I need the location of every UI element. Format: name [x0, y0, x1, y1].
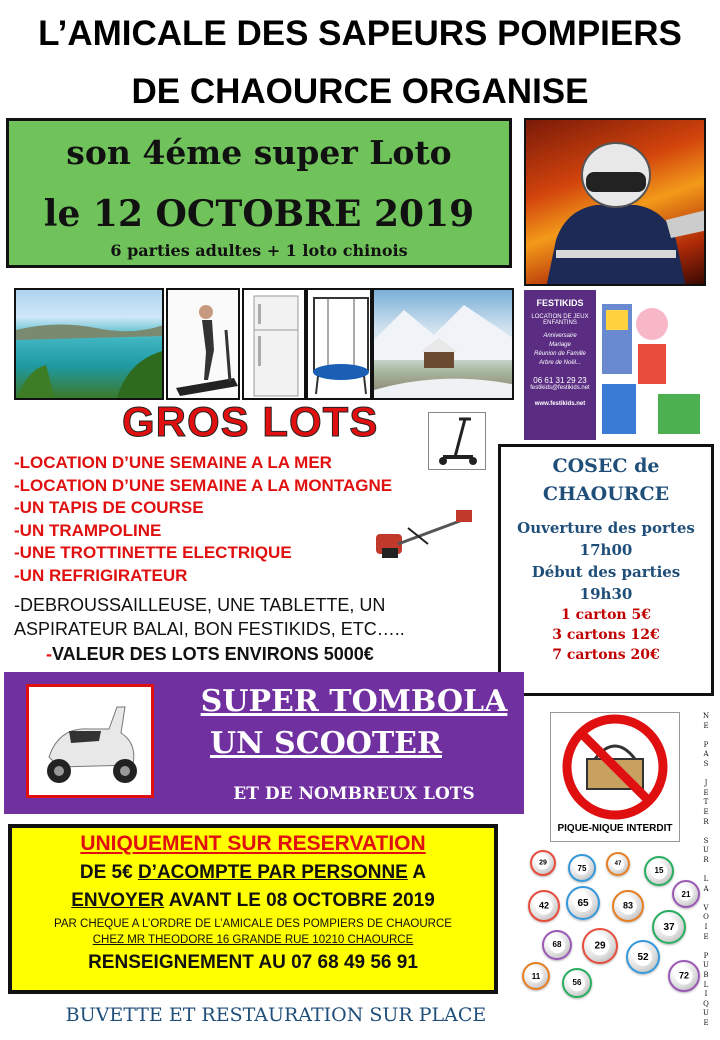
doors-label: Ouverture des portes — [517, 519, 695, 537]
lot-item: -UN REFRIGIRATEUR — [14, 565, 188, 585]
festikids-service: Arbre de Noël... — [538, 360, 582, 366]
lotto-ball-number: 15 — [651, 863, 667, 879]
lotto-ball-number: 37 — [660, 918, 678, 936]
vertical-letter: O — [703, 913, 709, 922]
reservation-box — [8, 824, 498, 994]
lot-item: -UN TAPIS DE COURSE — [14, 498, 204, 517]
vertical-letter: P — [703, 951, 709, 960]
lots-value: VALEUR DES LOTS ENVIRONS 5000€ — [52, 644, 374, 664]
vertical-letter: L — [703, 980, 709, 989]
tombola-line-3: ET DE NOMBREUX LOTS — [233, 784, 475, 804]
lotto-ball-number: 29 — [590, 936, 609, 955]
lotto-ball — [668, 960, 700, 992]
lotto-ball-number: 29 — [536, 856, 549, 869]
vertical-letter: B — [703, 971, 709, 980]
scooter-electric-image — [428, 412, 486, 470]
footer: BUVETTE ET RESTAURATION SUR PLACE — [65, 1004, 487, 1026]
header-line-1: L’AMICALE DES SAPEURS POMPIERS — [38, 14, 682, 53]
vertical-letter: E — [703, 788, 709, 797]
lotto-ball-number: 47 — [612, 858, 624, 870]
vertical-letter: E — [703, 807, 709, 816]
festikids-service: Réunion de Famille — [534, 351, 586, 357]
vertical-letter: I — [704, 923, 708, 932]
address: CHEZ MR THEODORE 16 GRANDE RUE 10210 CHAOURCE — [92, 934, 414, 946]
send-label: ENVOYER — [71, 890, 165, 911]
deposit-label: D’ACOMPTE PAR PERSONNE — [137, 862, 408, 883]
vertical-letter: R — [703, 855, 709, 864]
vertical-letter: I — [704, 990, 708, 999]
tombola-line-1: SUPER TOMBOLA — [200, 684, 508, 719]
cheque-info: PAR CHEQUE A L’ORDRE DE L’AMICALE DES POMPIERS DE CHAOURCE — [54, 918, 452, 930]
arcade-machines-image — [598, 294, 704, 438]
festikids-sub: LOCATION DE JEUX ENFANTINS — [531, 314, 589, 326]
lotto-balls-image — [522, 850, 698, 1000]
vertical-letter: A — [703, 884, 709, 893]
lotto-ball-number: 11 — [529, 969, 543, 983]
lotto-ball-number: 83 — [620, 898, 637, 915]
start-time: 19h30 — [579, 585, 633, 603]
lotto-ball — [672, 880, 700, 908]
vertical-letter: A — [703, 750, 709, 759]
event-line-1: son 4éme super Loto — [66, 133, 452, 172]
festikids-phone: 06 61 31 29 23 — [533, 376, 587, 385]
fridge-photo — [242, 288, 306, 400]
lotto-ball-number: 68 — [549, 937, 565, 953]
send-deadline: AVANT LE 08 OCTOBRE 2019 — [164, 890, 435, 911]
vertical-letter: E — [703, 721, 709, 730]
gros-lots-title: GROS LOTS — [122, 398, 379, 445]
lot-item: -LOCATION D’UNE SEMAINE A LA MONTAGNE — [14, 475, 393, 495]
trampoline-photo — [306, 288, 372, 400]
vertical-letter: Q — [703, 999, 709, 1008]
lotto-ball — [644, 856, 674, 886]
lotto-ball-number: 75 — [575, 861, 589, 875]
vertical-letter: U — [703, 1009, 709, 1018]
lots-extra-1: -DEBROUSSAILLEUSE, UNE TABLETTE, UN — [14, 595, 386, 615]
event-parties: 6 parties adultes + 1 loto chinois — [110, 241, 408, 260]
lotto-ball — [566, 886, 600, 920]
cosec-title-2: CHAOURCE — [542, 483, 670, 505]
vertical-letter: R — [703, 817, 709, 826]
deposit-amount: DE 5€ — [79, 862, 138, 883]
picnic-sign — [550, 712, 680, 842]
vertical-letter: U — [703, 846, 709, 855]
vertical-letter: L — [703, 875, 709, 884]
lotto-ball — [606, 852, 630, 876]
vertical-letter: P — [703, 740, 709, 749]
lotto-ball — [568, 854, 596, 882]
tombola-box — [4, 672, 524, 814]
vertical-letter — [696, 866, 716, 876]
lotto-ball-number: 72 — [676, 968, 693, 985]
lotto-ball — [626, 940, 660, 974]
festikids-site: www.festikids.net — [534, 401, 586, 407]
picnic-label: PIQUE-NIQUE INTERDIT — [557, 823, 673, 834]
reservation-title: UNIQUEMENT SUR RESERVATION — [80, 832, 426, 855]
vertical-letter: N — [702, 712, 710, 720]
lotto-ball-number: 56 — [569, 975, 585, 991]
vertical-letter: E — [703, 1019, 709, 1027]
vertical-letter: E — [703, 932, 709, 941]
lot-item: -UNE TROTTINETTE ELECTRIQUE — [14, 543, 292, 562]
festikids-email: festikids@festikids.net — [530, 385, 590, 391]
price-1: 1 carton 5€ — [561, 607, 651, 623]
vertical-letter: S — [703, 759, 709, 768]
lotto-ball — [612, 890, 644, 922]
cosec-title-1: COSEC de — [552, 455, 660, 477]
lotto-ball-number: 21 — [679, 887, 693, 901]
lotto-ball — [562, 968, 592, 998]
lots-extra-2: ASPIRATEUR BALAI, BON FESTIKIDS, ETC….. — [14, 619, 405, 639]
lotto-ball — [652, 910, 686, 944]
lotto-ball-number: 52 — [634, 948, 652, 966]
sea-photo — [14, 288, 164, 400]
price-3: 7 cartons 20€ — [552, 647, 660, 663]
lotto-ball — [582, 928, 618, 964]
lotto-ball-number: 42 — [536, 898, 553, 915]
lots-list — [14, 452, 405, 666]
doors-time: 17h00 — [579, 541, 633, 559]
start-label: Début des parties — [531, 563, 681, 581]
lotto-ball — [528, 890, 560, 922]
vertical-letter — [696, 827, 716, 837]
firefighter-image — [524, 118, 706, 286]
vertical-letter — [696, 731, 716, 741]
vertical-letter: T — [703, 798, 709, 807]
price-2: 3 cartons 12€ — [552, 627, 660, 643]
vertical-letter: J — [704, 779, 708, 788]
vertical-letter: U — [703, 961, 709, 970]
vertical-letter: V — [703, 903, 709, 912]
lotto-ball — [522, 962, 550, 990]
festikids-service: Mariage — [549, 342, 571, 348]
lotto-ball — [530, 850, 556, 876]
lots-value-dash: - — [46, 644, 52, 664]
festikids-flyer — [524, 290, 706, 440]
festikids-service: Anniversaire — [543, 333, 577, 339]
lotto-ball-number: 65 — [574, 894, 592, 912]
deposit-a: A — [407, 862, 427, 883]
phone-info: RENSEIGNEMENT AU 07 68 49 56 91 — [88, 952, 418, 973]
vertical-letter — [696, 942, 716, 952]
lot-item: -LOCATION D’UNE SEMAINE A LA MER — [14, 453, 332, 472]
event-box — [6, 118, 512, 268]
mountain-photo — [372, 288, 514, 400]
event-date: le 12 OCTOBRE 2019 — [43, 193, 475, 235]
lot-item: -UN TRAMPOLINE — [14, 520, 162, 540]
treadmill-photo — [166, 288, 240, 400]
cosec-box — [498, 444, 714, 696]
lotto-ball — [542, 930, 572, 960]
tombola-line-2: UN SCOOTER — [210, 726, 442, 761]
header-line-2: DE CHAOURCE ORGANISE — [131, 72, 589, 111]
vertical-letter: S — [703, 836, 709, 845]
scooter-image — [26, 684, 154, 798]
festikids-panel — [524, 290, 596, 440]
vertical-letter — [696, 770, 716, 780]
festikids-brand: FESTIKIDS — [536, 298, 584, 308]
